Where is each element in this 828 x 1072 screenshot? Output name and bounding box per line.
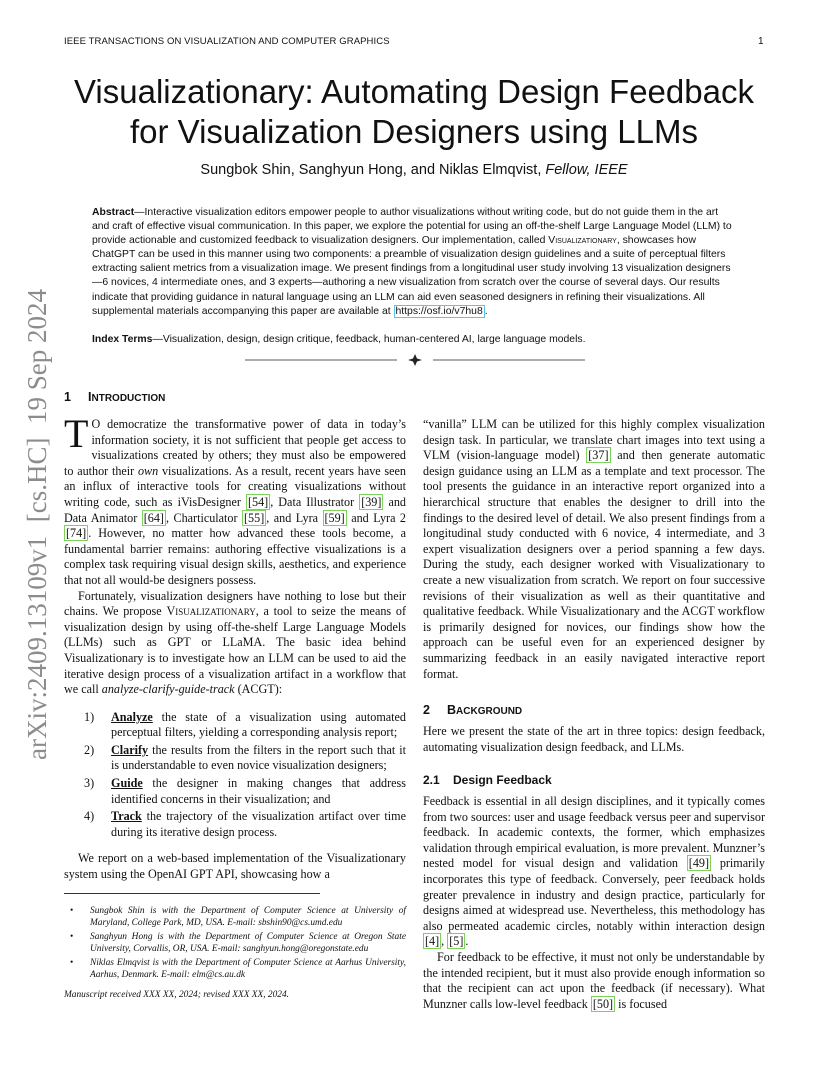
footnote bbox=[64, 906, 406, 929]
footnote-text: Sanghyun Hong is with the Department of Computer Science at Oregon State University, Corvallis, OR, USA. E-mail: sanghyun.hong@oregonstate.edu bbox=[90, 932, 406, 954]
citation-link[interactable]: [55] bbox=[244, 510, 265, 525]
author-fellow: Fellow, IEEE bbox=[545, 162, 628, 178]
list-marker: 4) bbox=[84, 809, 95, 824]
list-marker: 3) bbox=[84, 776, 95, 791]
index-terms-text: —Visualization, design, design critique, feedback, human-centered AI, large language models. bbox=[152, 334, 586, 345]
list-item bbox=[64, 809, 406, 840]
list-key-term: Guide bbox=[111, 776, 143, 791]
title-line-1: Visualizationary: Automating Design Feedback bbox=[74, 73, 754, 110]
bullet-icon: • bbox=[70, 958, 74, 969]
section-title-rest: NTRODUCTION bbox=[91, 393, 166, 404]
text-run: , Data Illustrator bbox=[270, 494, 360, 509]
citation-link[interactable]: [4] bbox=[425, 934, 440, 949]
list-item bbox=[64, 710, 406, 741]
abstract-text: . bbox=[484, 305, 488, 317]
abstract-text: , showcases how ChatGPT can be used in this manner using two components: a preamble of visualization design guidelines and a suite of perceptual filters extracting salient metrics from a visualization image. We present findings from a longitudinal user study involving 13 visualization designers—6 novices, 4 intermediate ones, and 3 experts—authoring a new visualization from scratch over the course of several days. Our results indicate that providing guidance in natural language using an LLM can aid even seasoned designers in refining their visualizations. All supplemental materials accompanying this paper are available at bbox=[92, 235, 731, 317]
list-marker: 1) bbox=[84, 709, 95, 724]
index-terms-label: Index Terms bbox=[92, 334, 153, 345]
text-run: , bbox=[441, 934, 448, 949]
background-paragraph: Here we present the state of the art in three topics: design feedback, automating visualization design feedback, and LLMs. bbox=[423, 724, 765, 754]
intro-paragraph-continued bbox=[423, 417, 765, 682]
design-feedback-body bbox=[423, 794, 765, 1012]
citation-link[interactable]: [39] bbox=[361, 494, 382, 509]
arxiv-stamp bbox=[16, 288, 56, 760]
section-title-initial: I bbox=[88, 390, 92, 404]
text-run: “vanilla” LLM can be utilized for this highly complex visualization design task. In particular, we translate chart images into text using a VLM (vision-language model) bbox=[423, 417, 765, 463]
citation-link[interactable]: [49] bbox=[688, 856, 710, 871]
emphasis: analyze-clarify-guide-track bbox=[101, 682, 235, 697]
bullet-icon: • bbox=[70, 932, 74, 943]
list-key-term: Track bbox=[111, 809, 142, 824]
citation-link[interactable]: [50] bbox=[592, 996, 614, 1011]
right-column bbox=[423, 417, 765, 682]
intro-paragraph-1 bbox=[64, 411, 407, 589]
section-title-rest: ACKGROUND bbox=[456, 706, 523, 717]
section-title-initial: B bbox=[447, 703, 457, 717]
list-text: the state of a visualization using automated perceptual filters, yielding a corresponding analysis report; bbox=[111, 709, 406, 740]
intro-paragraph-2 bbox=[64, 589, 406, 698]
footnote-text: Sungbok Shin is with the Department of Computer Science at University of Maryland, College Park, MD, USA. E-mail: sbshin90@cs.umd.edu bbox=[90, 906, 406, 928]
section-heading-background bbox=[423, 703, 522, 717]
text-run: Fortunately, visualization designers have nothing to lose but their chains. We propose bbox=[64, 588, 406, 619]
list-text: the results from the filters in the report such that it is understandable to even novice visualization designers; bbox=[111, 742, 406, 773]
footnote-text: Niklas Elmqvist is with the Department of Computer Science at Aarhus University, Aarhus, Denmark. E-mail: elm@cs.au.dk bbox=[90, 958, 406, 980]
tool-name: Visualizationary bbox=[548, 235, 617, 247]
running-header: IEEE TRANSACTIONS ON VISUALIZATION AND COMPUTER GRAPHICS bbox=[64, 36, 390, 47]
text-run: . However, no matter how advanced these tools become, a fundamental barrier remains: authoring effective visualizations is a complex task requiring visual design skills, aesthetics, and experience that not all would-be designers possess. bbox=[64, 526, 406, 587]
footnote bbox=[64, 958, 406, 981]
citation-link[interactable]: [64] bbox=[143, 510, 164, 525]
citation-link[interactable]: [54] bbox=[247, 494, 269, 509]
text-run: , a tool to seize the means of visualization design by using off-the-shelf Large Language Models (LLMs) such as GPT or LLaMA. The basic idea behind Visualizationary is to investigate how an LLM can be used to aid the iterative design process of a visualization artifact in a workflow that we call bbox=[64, 604, 407, 697]
section-heading-introduction bbox=[64, 390, 165, 404]
list-item bbox=[64, 776, 406, 807]
footnotes bbox=[64, 906, 406, 1001]
emphasis: own bbox=[137, 463, 159, 478]
subsection-number: 2.1 bbox=[423, 773, 440, 787]
design-feedback-paragraph-1 bbox=[423, 794, 765, 950]
list-text: the trajectory of the visualization artifact over time during its iterative design process. bbox=[111, 809, 406, 839]
text-run: , Charticulator bbox=[165, 510, 243, 525]
text-run: primarily incorporates this type of feedback. Conversely, peer feedback holds greater prevalence in industry and design practice, particularly for designs aimed at widespread use. Nevertheless, this methodology has also permeated academic circles, notably within interaction design bbox=[423, 856, 765, 933]
list-item bbox=[64, 743, 406, 774]
intro-paragraph-3: We report on a web-based implementation of the Visualizationary system using the OpenAI GPT API, showcasing how a bbox=[64, 851, 406, 882]
design-feedback-paragraph-2 bbox=[423, 950, 765, 1012]
text-run: For feedback to be effective, it must not only be understandable by the intended recipient, but it must also provide enough information so that the recipient can act upon the feedback (if necessary). What Munzner calls low-level feedback bbox=[423, 949, 765, 1011]
text-run: visualizations. As a result, recent years have seen an influx of interactive tools for creating visualizations without writing code, such as iVisDesigner bbox=[64, 463, 406, 509]
diamond-ornament-icon bbox=[408, 354, 422, 366]
paper-title bbox=[64, 72, 764, 152]
text-run: Feedback is essential in all design disciplines, and it typically comes from two sources: user and usage feedback versus peer and supervisor feedback. In academic contexts, the former, which emphasizes validation through empirical evaluation, is more prevalent. Munzner’s nested model for visual design and validation bbox=[423, 794, 765, 871]
text-run: democratize the transformative power of data in today’s information society, it is not sufficient that people get access to visualizations created by others; they must also be empowered to author their bbox=[64, 417, 406, 478]
text-run: and Data Animator bbox=[64, 494, 406, 525]
citation-link[interactable]: [59] bbox=[324, 510, 345, 525]
tool-name: Visualizationary bbox=[166, 604, 256, 619]
page-number: 1 bbox=[758, 36, 764, 47]
author-list bbox=[64, 162, 764, 178]
list-key-term: Analyze bbox=[111, 709, 153, 724]
list-marker: 2) bbox=[84, 742, 95, 757]
abstract-label: Abstract bbox=[92, 207, 135, 218]
citation-link[interactable]: [5] bbox=[449, 934, 464, 949]
title-line-2: for Visualization Designers using LLMs bbox=[129, 113, 698, 150]
left-column bbox=[64, 411, 407, 883]
drop-cap: T bbox=[64, 411, 89, 456]
section-separator bbox=[245, 352, 585, 368]
text-run: , and Lyra bbox=[266, 510, 323, 525]
text-run: and Lyra 2 bbox=[346, 510, 407, 525]
section-number: 2 bbox=[423, 703, 430, 717]
citation-link[interactable]: [37] bbox=[588, 448, 609, 463]
list-text: the designer in making changes that address identified concerns in their visualization; and bbox=[111, 776, 406, 806]
author-names: Sungbok Shin, Sanghyun Hong, and Niklas Elmqvist, bbox=[200, 162, 542, 178]
intro-first-letter: O bbox=[91, 417, 101, 431]
footnote bbox=[64, 932, 406, 955]
abstract-text: —Interactive visualization editors empower people to author visualizations without writing code, but do not guide them in the art and craft of effective visual communication. In this paper, we explore the potential for using an off-the-shelf Large Language Model (LLM) to provide actionable and customized feedback to visualization designers. Our implementation, called bbox=[92, 207, 732, 247]
text-run: and then generate automatic design guidance using an LLM as a template and text processor. The tool presents the guidance in an interactive report organized into a hierarchical structure that enables the designer to drill into the findings to the desired level of detail. We also present findings from a longitudinal study conducted with 6 novice, 4 intermediate, and 3 expert visualization designers over a period spanning a few days. During the study, each designer worked with Visualizationary to create a new visualization from scratch. We report on four successive revisions of their visualization as well as their quantitative and qualitative feedback. While Visualizationary and the ACGT workflow is primarily designed for novices, our findings show how the approach can be useful even for an experienced designer by summarizing feedback in an easily navigated interactive report format. bbox=[423, 448, 765, 681]
list-key-term: Clarify bbox=[111, 742, 149, 757]
subsection-heading-design-feedback bbox=[423, 773, 552, 787]
citation-link[interactable]: [74] bbox=[66, 526, 87, 541]
index-terms bbox=[92, 333, 738, 347]
section-number: 1 bbox=[64, 390, 71, 404]
supplemental-link[interactable]: https://osf.io/v7hu8 bbox=[395, 305, 483, 317]
manuscript-note: Manuscript received XXX XX, 2024; revised XXX XX, 2024. bbox=[64, 989, 290, 1000]
acgt-list bbox=[64, 710, 406, 841]
abstract bbox=[92, 206, 738, 319]
subsection-title: Design Feedback bbox=[453, 773, 552, 787]
text-run: is focused bbox=[615, 996, 668, 1011]
text-run: (ACGT): bbox=[234, 682, 283, 697]
text-run: . bbox=[465, 934, 469, 949]
arxiv-stamp-text: arXiv:2409.13109v1 [cs.HC] 19 Sep 2024 bbox=[22, 289, 52, 760]
footnote-rule bbox=[64, 893, 320, 894]
bullet-icon: • bbox=[70, 906, 74, 916]
